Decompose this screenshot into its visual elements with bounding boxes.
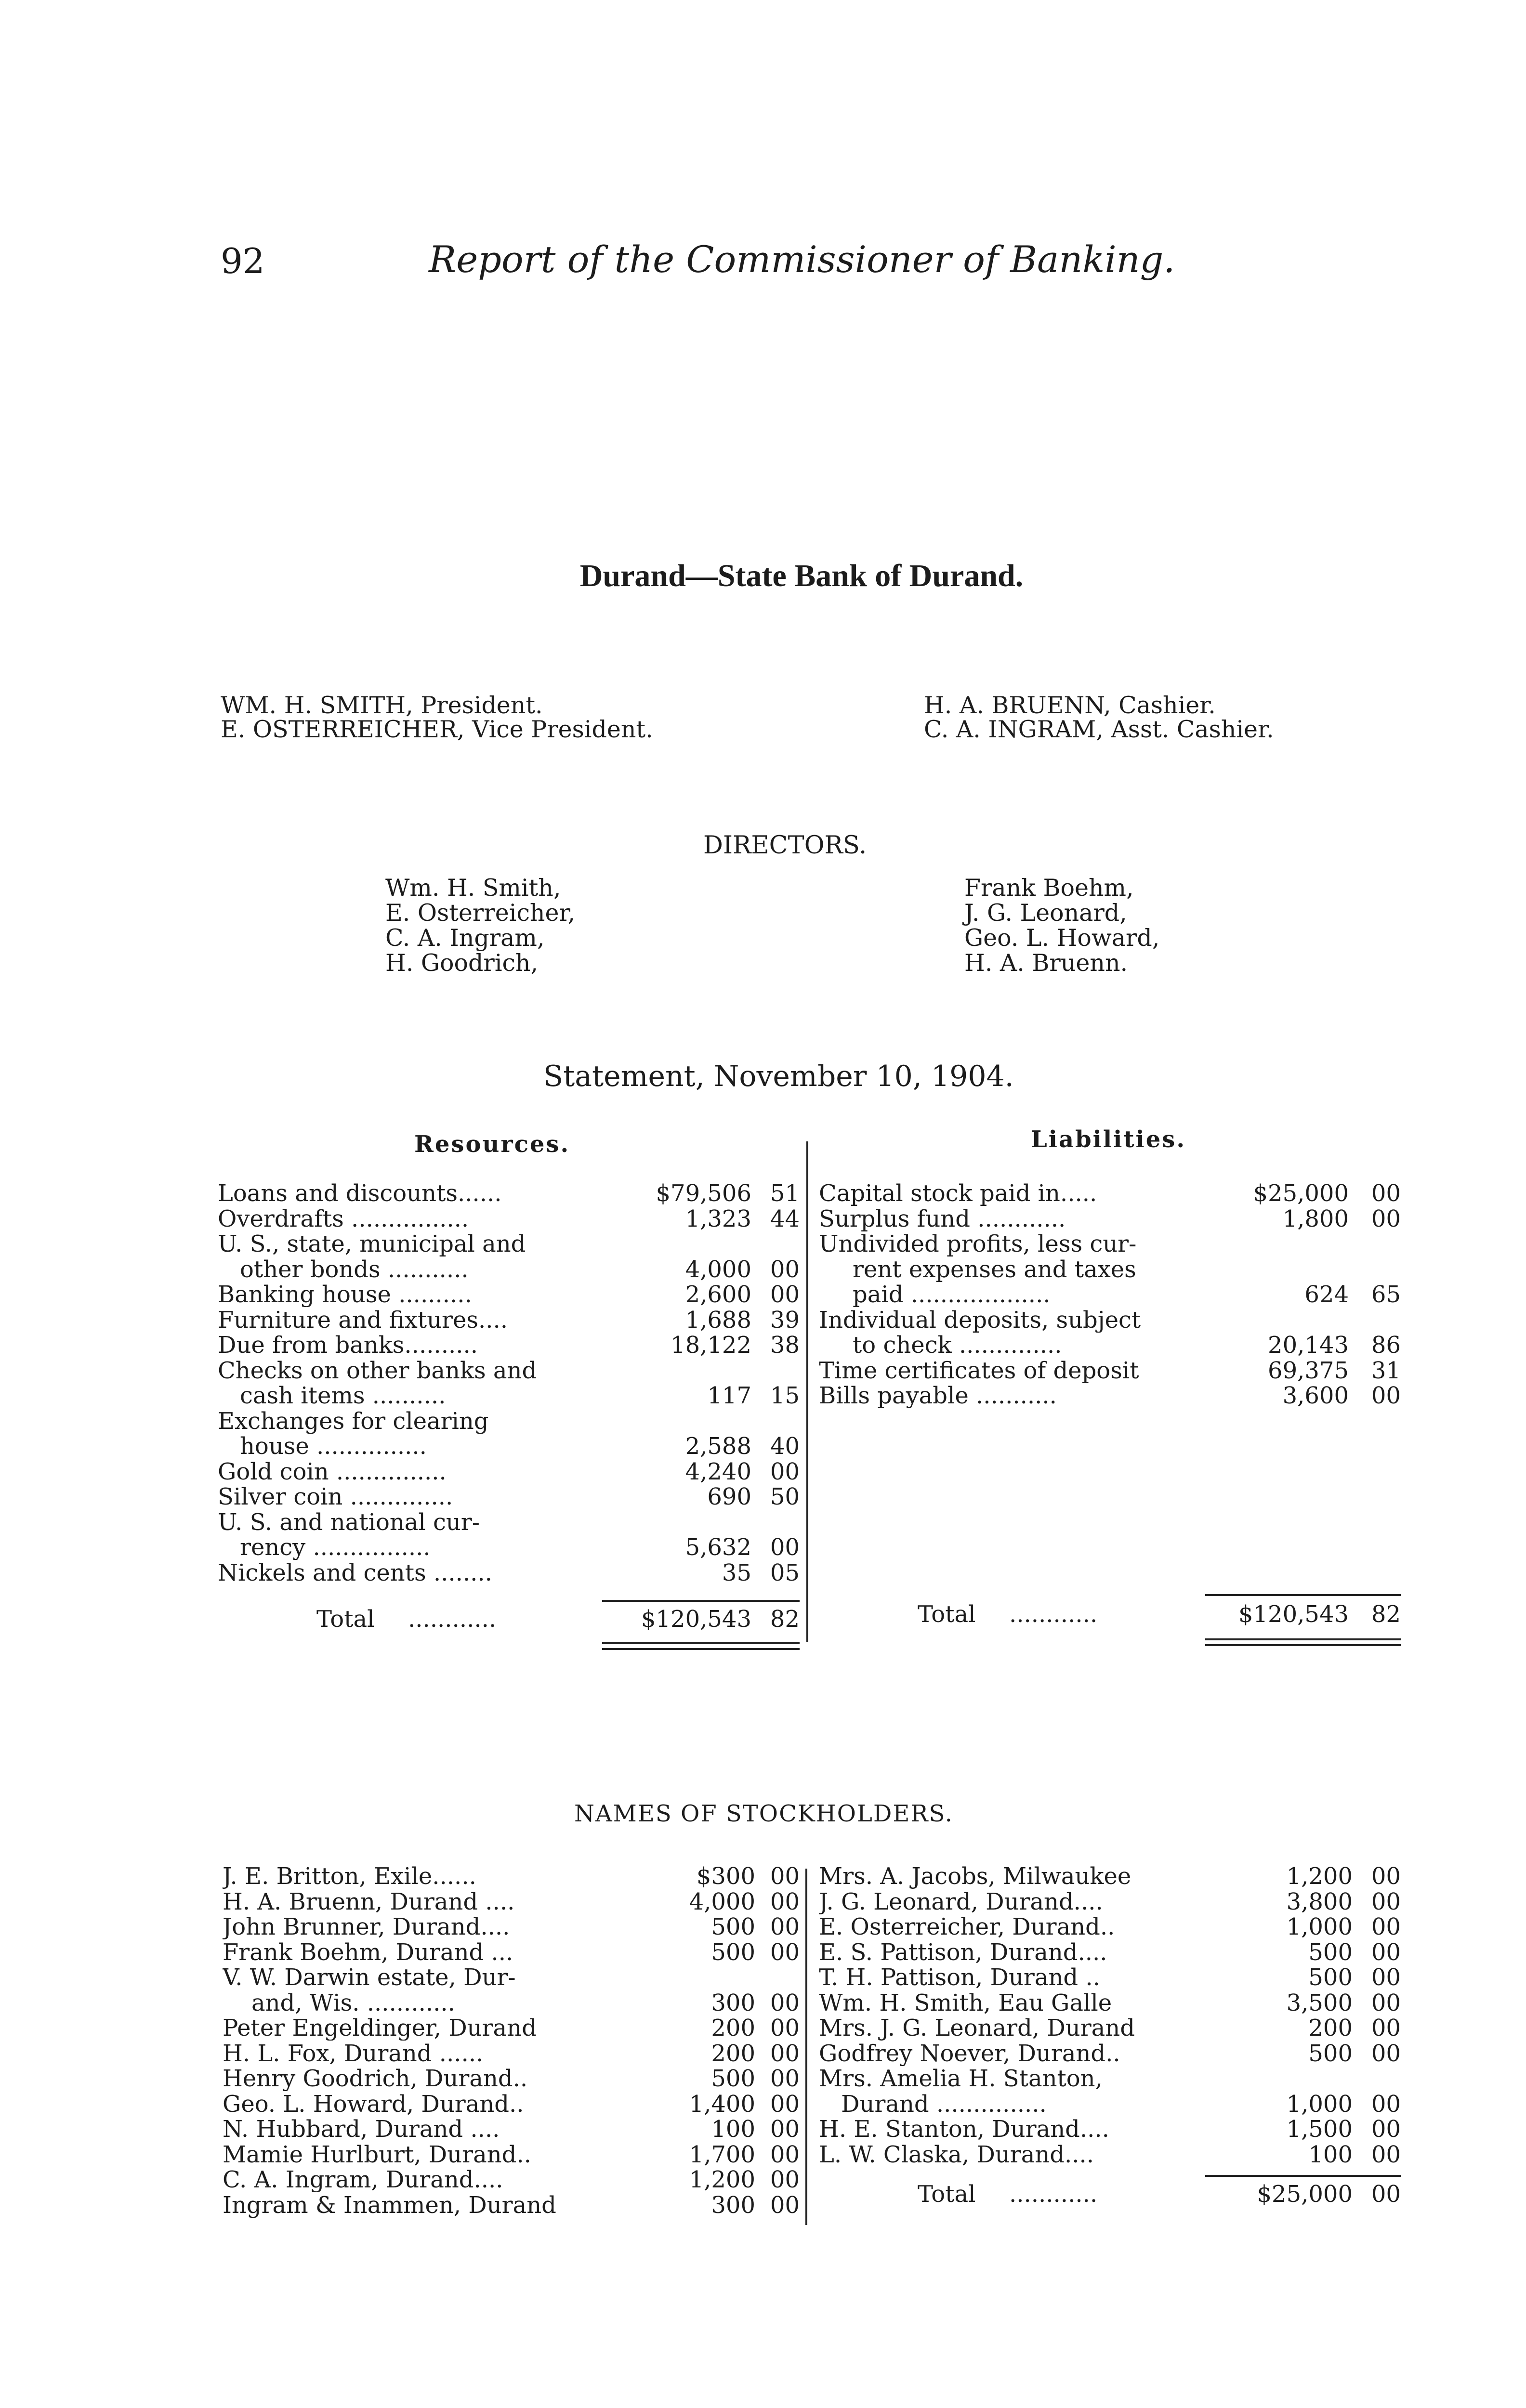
amount-cents: 00: [1371, 1180, 1401, 1207]
amount-dollars: $79,506: [656, 1180, 751, 1207]
subtotal-rule: [1205, 2175, 1401, 2177]
resource-row: [218, 1510, 800, 1535]
total-label: Total: [918, 1602, 976, 1627]
director-name: H. A. Bruenn.: [964, 949, 1128, 977]
total-cents: 82: [1371, 1601, 1401, 1628]
total-label: Total: [918, 2182, 976, 2207]
total-cents: 00: [1371, 2181, 1401, 2208]
amount-dollars: 35: [722, 1559, 751, 1586]
stockholder-row: [819, 1914, 1401, 1939]
entry-label: Ingram & Inammen, Durand: [223, 2192, 556, 2218]
directors-heading: DIRECTORS.: [703, 831, 867, 860]
entry-label: Mrs. A. Jacobs, Milwaukee: [819, 1864, 1131, 1889]
stockholder-row: [223, 1940, 800, 1965]
amount-cents: 00: [1371, 1989, 1401, 2016]
amount-dollars: 300: [711, 2191, 755, 2219]
amount-dollars: 100: [1308, 2141, 1353, 2168]
entry-label: other bonds ...........: [240, 1256, 469, 1282]
officer-asst-cashier: C. A. INGRAM, Asst. Cashier.: [924, 716, 1274, 743]
director-name: H. Goodrich,: [385, 949, 539, 977]
stockholders-column-divider: [805, 1869, 807, 2225]
total-dollars: $120,543: [641, 1606, 751, 1633]
amount-cents: 44: [770, 1205, 800, 1232]
amount-cents: 00: [1371, 2040, 1401, 2067]
resources-heading: Resources.: [414, 1131, 570, 1158]
entry-label: T. H. Pattison, Durand ..: [819, 1965, 1100, 1990]
liability-row: [819, 1308, 1401, 1333]
total-dollars: $25,000: [1257, 2181, 1353, 2208]
total-row: [819, 1602, 1401, 1627]
amount-dollars: 69,375: [1268, 1357, 1349, 1384]
director-name: Wm. H. Smith,: [385, 874, 561, 902]
amount-cents: 00: [1371, 1913, 1401, 1940]
entry-label: Godfrey Noever, Durand..: [819, 2041, 1120, 2066]
entry-label: Frank Boehm, Durand ...: [223, 1939, 513, 1965]
entry-label: to check ..............: [853, 1333, 1062, 1358]
amount-dollars: 20,143: [1268, 1332, 1349, 1359]
page-number: 92: [221, 241, 265, 281]
amount-cents: 00: [770, 2090, 800, 2118]
amount-dollars: 200: [711, 2015, 755, 2042]
amount-dollars: $300: [696, 1863, 755, 1890]
stockholder-row: [223, 1990, 800, 2015]
resource-row: [218, 1257, 800, 1282]
amount-dollars: 2,600: [685, 1281, 751, 1308]
amount-cents: 31: [1371, 1357, 1401, 1384]
entry-label: C. A. Ingram, Durand....: [223, 2167, 503, 2192]
amount-cents: 15: [770, 1382, 800, 1409]
entry-label: Loans and discounts......: [218, 1181, 502, 1206]
amount-cents: 00: [770, 2191, 800, 2219]
stockholder-row: [819, 1889, 1401, 1914]
amount-cents: 00: [1371, 1964, 1401, 1991]
resource-row: [218, 1409, 800, 1434]
liability-row: [819, 1282, 1401, 1307]
entry-label: paid ...................: [853, 1282, 1051, 1307]
stockholder-row: [223, 2066, 800, 2091]
amount-cents: 00: [770, 2116, 800, 2143]
entry-label: Banking house ..........: [218, 1282, 472, 1307]
stockholder-row: [819, 2092, 1401, 2117]
amount-cents: 00: [770, 1989, 800, 2016]
amount-cents: 00: [770, 1256, 800, 1283]
total-double-rule: [602, 1648, 800, 1650]
amount-dollars: 1,323: [685, 1205, 751, 1232]
amount-dollars: $25,000: [1253, 1180, 1349, 1207]
amount-cents: 00: [1371, 1938, 1401, 1966]
amount-dollars: 2,588: [685, 1433, 751, 1460]
amount-cents: 86: [1371, 1332, 1401, 1359]
amount-dollars: 624: [1304, 1281, 1349, 1308]
amount-dollars: 1,688: [685, 1306, 751, 1334]
amount-dollars: 1,000: [1286, 1913, 1353, 1940]
resource-row: [218, 1333, 800, 1358]
resource-row: [218, 1282, 800, 1307]
directors-left: [385, 876, 575, 976]
amount-cents: 00: [770, 2065, 800, 2092]
amount-cents: 00: [1371, 2015, 1401, 2042]
liability-row: [819, 1231, 1401, 1256]
entry-label: Overdrafts ................: [218, 1206, 469, 1231]
resource-row: [218, 1308, 800, 1333]
officers-right: [924, 694, 1274, 742]
entry-label: Durand ...............: [841, 2091, 1047, 2117]
director-name: C. A. Ingram,: [385, 924, 545, 952]
amount-cents: 00: [1371, 1382, 1401, 1409]
entry-label: Checks on other banks and: [218, 1358, 537, 1383]
stockholder-row: [819, 2066, 1401, 2091]
amount-dollars: 3,500: [1286, 1989, 1353, 2016]
amount-cents: 00: [770, 1458, 800, 1485]
entry-label: Nickels and cents ........: [218, 1560, 492, 1585]
amount-cents: 65: [1371, 1281, 1401, 1308]
total-row: [819, 2182, 1401, 2207]
statement-column-divider: [806, 1141, 808, 1642]
resource-row: [218, 1459, 800, 1484]
amount-dollars: 1,500: [1286, 2116, 1353, 2143]
entry-label: H. A. Bruenn, Durand ....: [223, 1889, 515, 1914]
stockholder-row: [223, 1889, 800, 1914]
amount-dollars: 500: [1308, 1938, 1353, 1966]
amount-cents: 05: [770, 1559, 800, 1586]
stockholder-row: [819, 2015, 1401, 2041]
amount-dollars: 200: [711, 2040, 755, 2067]
amount-cents: 00: [770, 2166, 800, 2193]
subtotal-rule: [602, 1600, 800, 1602]
stockholder-row: [223, 2142, 800, 2167]
amount-cents: 00: [1371, 1205, 1401, 1232]
entry-label: John Brunner, Durand....: [223, 1914, 510, 1939]
entry-label: Mrs. J. G. Leonard, Durand: [819, 2015, 1135, 2041]
amount-cents: 00: [1371, 2090, 1401, 2118]
amount-dollars: 500: [711, 2065, 755, 2092]
entry-label: Individual deposits, subject: [819, 1307, 1141, 1333]
entry-label: Bills payable ...........: [819, 1383, 1057, 1408]
total-double-rule: [1205, 1638, 1401, 1640]
liability-row: [819, 1383, 1401, 1408]
resource-row: [218, 1383, 800, 1408]
amount-cents: 00: [1371, 2116, 1401, 2143]
amount-cents: 00: [770, 1281, 800, 1308]
amount-dollars: 500: [711, 1938, 755, 1966]
entry-label: rency ................: [240, 1535, 431, 1560]
entry-label: Furniture and fixtures....: [218, 1307, 508, 1333]
amount-cents: 51: [770, 1180, 800, 1207]
resource-row: [218, 1535, 800, 1560]
total-label: Total: [316, 1607, 375, 1632]
amount-cents: 00: [1371, 1888, 1401, 1915]
stockholder-row: [223, 2117, 800, 2142]
resource-row: [218, 1358, 800, 1383]
entry-label: house ...............: [240, 1434, 427, 1459]
stockholder-row: [223, 2041, 800, 2066]
resource-row: [218, 1560, 800, 1585]
total-dots: ............: [1009, 1601, 1098, 1628]
entry-label: J. G. Leonard, Durand....: [819, 1889, 1103, 1914]
amount-cents: 00: [770, 1888, 800, 1915]
entry-label: Wm. H. Smith, Eau Galle: [819, 1990, 1112, 2015]
stockholder-row: [223, 2092, 800, 2117]
entry-label: rent expenses and taxes: [853, 1256, 1136, 1282]
entry-label: V. W. Darwin estate, Dur-: [223, 1965, 516, 1990]
entry-label: E. Osterreicher, Durand..: [819, 1914, 1115, 1939]
amount-dollars: 500: [1308, 2040, 1353, 2067]
amount-cents: 00: [770, 1534, 800, 1561]
amount-dollars: 4,000: [689, 1888, 755, 1915]
directors-right: [964, 876, 1159, 976]
amount-dollars: 500: [711, 1913, 755, 1940]
liability-row: [819, 1206, 1401, 1231]
entry-label: Surplus fund ............: [819, 1206, 1066, 1231]
amount-dollars: 18,122: [671, 1332, 751, 1359]
entry-label: U. S. and national cur-: [218, 1509, 480, 1535]
resource-row: [218, 1206, 800, 1231]
entry-label: Mamie Hurlburt, Durand..: [223, 2142, 531, 2167]
stockholder-row: [819, 1990, 1401, 2015]
amount-cents: 38: [770, 1332, 800, 1359]
amount-dollars: 1,700: [689, 2141, 755, 2168]
liability-row: [819, 1333, 1401, 1358]
stockholder-row: [223, 1965, 800, 1990]
amount-dollars: 100: [711, 2116, 755, 2143]
total-dots: ............: [408, 1606, 497, 1633]
amount-dollars: 200: [1308, 2015, 1353, 2042]
entry-label: Time certificates of deposit: [819, 1358, 1139, 1383]
stockholder-row: [819, 1940, 1401, 1965]
resource-row: [218, 1181, 800, 1206]
entry-label: N. Hubbard, Durand ....: [223, 2117, 500, 2142]
stockholder-row: [819, 2142, 1401, 2167]
stockholder-row: [819, 1965, 1401, 1990]
total-dots: ............: [1009, 2181, 1098, 2208]
amount-dollars: 1,800: [1282, 1205, 1349, 1232]
amount-dollars: 4,000: [685, 1256, 751, 1283]
entry-label: Peter Engeldinger, Durand: [223, 2015, 537, 2041]
amount-cents: 39: [770, 1306, 800, 1334]
amount-dollars: 3,600: [1282, 1382, 1349, 1409]
entry-label: Silver coin ..............: [218, 1484, 453, 1509]
total-dollars: $120,543: [1238, 1601, 1349, 1628]
amount-dollars: 5,632: [685, 1534, 751, 1561]
resource-row: [218, 1231, 800, 1256]
amount-cents: 00: [1371, 2141, 1401, 2168]
total-cents: 82: [770, 1606, 800, 1633]
amount-dollars: 1,200: [689, 2166, 755, 2193]
entry-label: Exchanges for clearing: [218, 1408, 489, 1434]
amount-cents: 50: [770, 1483, 800, 1510]
stockholder-row: [223, 1864, 800, 1889]
amount-cents: 00: [770, 1938, 800, 1966]
entry-label: E. S. Pattison, Durand....: [819, 1939, 1107, 1965]
amount-cents: 00: [1371, 1863, 1401, 1890]
statement-title: Statement, November 10, 1904.: [543, 1060, 1014, 1093]
entry-label: and, Wis. ............: [251, 1990, 455, 2015]
stockholder-row: [223, 2193, 800, 2218]
officer-cashier: H. A. BRUENN, Cashier.: [924, 692, 1216, 719]
amount-dollars: 300: [711, 1989, 755, 2016]
officers-left: [221, 694, 653, 742]
entry-label: H. L. Fox, Durand ......: [223, 2041, 484, 2066]
total-double-rule: [602, 1642, 800, 1644]
stockholder-row: [819, 2117, 1401, 2142]
resource-row: [218, 1484, 800, 1509]
amount-cents: 00: [770, 1913, 800, 1940]
director-name: Geo. L. Howard,: [964, 924, 1160, 952]
entry-label: H. E. Stanton, Durand....: [819, 2117, 1109, 2142]
amount-dollars: 690: [707, 1483, 751, 1510]
amount-dollars: 1,000: [1286, 2090, 1353, 2118]
entry-label: L. W. Claska, Durand....: [819, 2142, 1094, 2167]
entry-label: Henry Goodrich, Durand..: [223, 2066, 528, 2091]
amount-dollars: 1,400: [689, 2090, 755, 2118]
resource-row: [218, 1434, 800, 1459]
liabilities-heading: Liabilities.: [1031, 1126, 1186, 1153]
total-row: [218, 1607, 800, 1632]
entry-label: J. E. Britton, Exile......: [223, 1864, 476, 1889]
amount-cents: 00: [770, 2040, 800, 2067]
subtotal-rule: [1205, 1594, 1401, 1596]
liability-row: [819, 1257, 1401, 1282]
total-double-rule: [1205, 1644, 1401, 1646]
entry-label: Due from banks..........: [218, 1333, 478, 1358]
entry-label: Mrs. Amelia H. Stanton,: [819, 2066, 1103, 2091]
amount-dollars: 500: [1308, 1964, 1353, 1991]
amount-dollars: 117: [707, 1382, 751, 1409]
stockholder-row: [223, 2167, 800, 2192]
amount-dollars: 1,200: [1286, 1863, 1353, 1890]
amount-cents: 40: [770, 1433, 800, 1460]
entry-label: Undivided profits, less cur-: [819, 1231, 1137, 1256]
amount-cents: 00: [770, 2141, 800, 2168]
stockholder-row: [223, 2015, 800, 2041]
amount-dollars: 4,240: [685, 1458, 751, 1485]
director-name: E. Osterreicher,: [385, 899, 576, 927]
entry-label: cash items ..........: [240, 1383, 446, 1408]
liability-row: [819, 1181, 1401, 1206]
entry-label: U. S., state, municipal and: [218, 1231, 526, 1256]
stockholder-row: [819, 2041, 1401, 2066]
entry-label: Capital stock paid in.....: [819, 1181, 1097, 1206]
officer-vice-president: E. OSTERREICHER, Vice President.: [221, 716, 653, 743]
stockholders-heading: NAMES OF STOCKHOLDERS.: [574, 1800, 953, 1827]
director-name: Frank Boehm,: [964, 874, 1134, 902]
liability-row: [819, 1358, 1401, 1383]
amount-dollars: 3,800: [1286, 1888, 1353, 1915]
bank-title: Durand—State Bank of Durand.: [579, 558, 1024, 593]
entry-label: Geo. L. Howard, Durand..: [223, 2091, 524, 2117]
officer-president: WM. H. SMITH, President.: [221, 692, 543, 719]
amount-cents: 00: [770, 2015, 800, 2042]
entry-label: Gold coin ...............: [218, 1459, 447, 1484]
director-name: J. G. Leonard,: [964, 899, 1127, 927]
stockholder-row: [223, 1914, 800, 1939]
running-title: Report of the Commissioner of Banking.: [429, 238, 1175, 281]
stockholder-row: [819, 1864, 1401, 1889]
amount-cents: 00: [770, 1863, 800, 1890]
